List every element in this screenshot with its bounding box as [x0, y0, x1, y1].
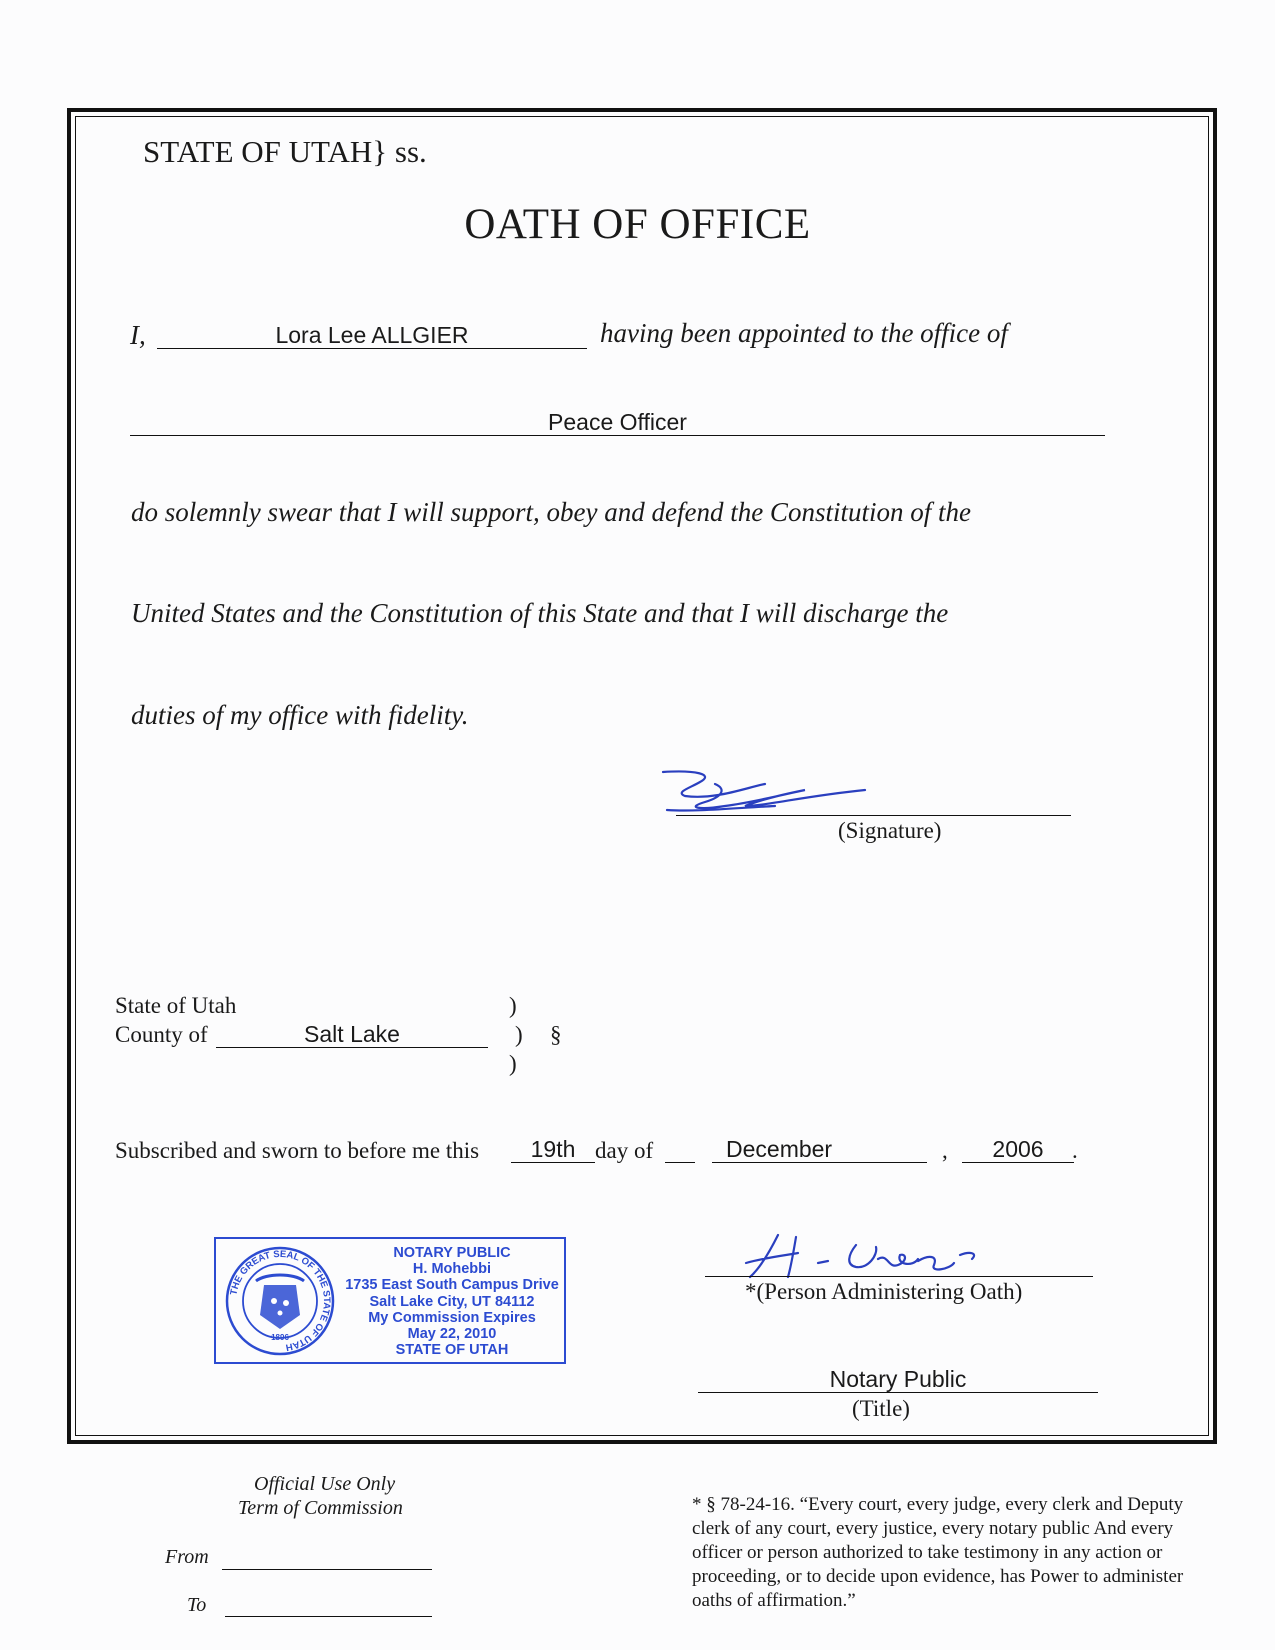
document-title: OATH OF OFFICE — [464, 201, 811, 248]
to-line — [225, 1616, 432, 1617]
stamp-text-block — [336, 1245, 568, 1358]
day-field: 19th — [511, 1136, 595, 1163]
subscribed-prefix: Subscribed and sworn to before me this — [115, 1138, 480, 1163]
administrator-title-field: Notary Public — [698, 1366, 1098, 1393]
seal-year: 1896 — [271, 1333, 289, 1342]
officer-name-field: Lora Lee ALLGIER — [157, 322, 587, 349]
from-line — [222, 1569, 432, 1570]
seal-ring-text: THE GREAT SEAL OF THE STATE OF UTAH — [228, 1248, 333, 1353]
stamp-line-city: Salt Lake City, UT 84112 — [369, 1293, 535, 1310]
venue-paren-2: ) — [515, 1022, 523, 1047]
stamp-line-state: STATE OF UTAH — [395, 1342, 509, 1359]
month-lead-line — [665, 1162, 695, 1163]
notary-stamp — [214, 1237, 566, 1364]
to-label: To — [187, 1594, 207, 1616]
state-seal-icon — [224, 1245, 336, 1357]
stamp-line-title: NOTARY PUBLIC — [393, 1245, 511, 1261]
state-heading: STATE OF UTAH} ss. — [143, 134, 427, 169]
county-field: Salt Lake — [216, 1021, 488, 1048]
administrator-signature-line — [705, 1276, 1093, 1277]
statute-note: * § 78-24-16. “Every court, every judge, every clerk and Deputy clerk of any court, every justice, every notary public And every officer or person authorized to take testimony in any action or proceeding, or to decide upon evidence, has Power to administer oaths of affirmation.” — [692, 1494, 1184, 1611]
year-field: 2006 — [962, 1136, 1074, 1163]
comma: , — [942, 1138, 948, 1163]
oath-line-2: United States and the Constitution of this State and that I will discharge the — [131, 598, 949, 628]
term-of-commission-heading: Term of Commission — [238, 1497, 403, 1519]
venue-paren-1: ) — [509, 993, 517, 1018]
oath-line-3: duties of my office with fidelity. — [131, 700, 469, 730]
day-of-label: day of — [595, 1138, 654, 1163]
period: . — [1072, 1138, 1078, 1163]
stamp-line-expires-label: My Commission Expires — [368, 1309, 536, 1326]
title-caption: (Title) — [852, 1396, 910, 1421]
stamp-line-name: H. Mohebbi — [412, 1261, 492, 1278]
county-label: County of — [115, 1022, 208, 1047]
stamp-line-expires-date: May 22, 2010 — [407, 1326, 497, 1343]
officer-signature — [655, 762, 915, 822]
official-use-heading: Official Use Only — [254, 1473, 396, 1495]
from-label: From — [165, 1546, 209, 1568]
oath-line-1: do solemnly swear that I will support, obey and defend the Constitution of the — [131, 497, 971, 527]
appointed-text: having been appointed to the office of — [600, 318, 1008, 348]
section-mark: § — [550, 1022, 562, 1047]
administrator-caption: *(Person Administering Oath) — [745, 1279, 1023, 1304]
signature-caption: (Signature) — [838, 818, 942, 843]
venue-paren-3: ) — [509, 1051, 517, 1076]
signature-line — [676, 815, 1071, 816]
month-field: December — [712, 1136, 927, 1163]
oath-prefix: I, — [130, 320, 146, 350]
office-field: Peace Officer — [130, 409, 1105, 436]
stamp-line-address: 1735 East South Campus Drive — [345, 1277, 559, 1294]
venue-state: State of Utah — [115, 993, 237, 1018]
